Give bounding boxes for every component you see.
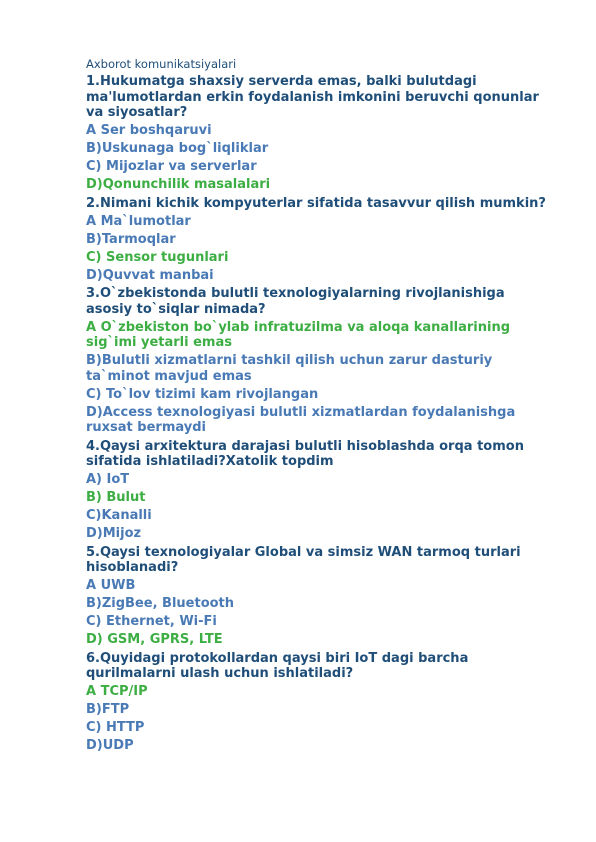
answer-option: B)Tarmoqlar xyxy=(86,231,176,247)
correct-answer-option: B) Bulut xyxy=(86,490,146,505)
correct-answer-option: D) GSM, GPRS, LTE xyxy=(86,632,223,647)
correct-answer-option: A TCP/IP xyxy=(86,684,148,699)
answer-option: D)Mijoz xyxy=(86,526,142,541)
question-text: 4.Qaysi arxitektura darajasi bulutli hisoblashda orqa tomon sifatida ishlatiladi?Xatolik topdim xyxy=(86,438,524,469)
answer-option: B)Bulutli xizmatlarni tashkil qilish uchun zarur dasturiy ta`minot mavjud emas xyxy=(86,353,493,384)
answer-option: D)Access texnologiyasi bulutli xizmatlardan foydalanishga ruxsat bermaydi xyxy=(86,404,516,435)
answer-option: A Ma`lumotlar xyxy=(86,213,191,229)
answer-option: C) To`lov tizimi kam rivojlangan xyxy=(86,386,319,402)
answer-option: A Ser boshqaruvi xyxy=(86,123,212,138)
answer-option: B)ZigBee, Bluetooth xyxy=(86,596,235,611)
answer-option: D)Quvvat manbai xyxy=(86,267,214,283)
question-text: 3.O`zbekistonda bulutli texnologiyalarning rivojlanishiga asosiy to`siqlar nimada? xyxy=(86,286,505,317)
question-block-3 xyxy=(86,286,546,436)
question-block-2 xyxy=(86,196,546,284)
question-text: 6.Quyidagi protokollardan qaysi biri IoT dagi barcha qurilmalarni ulash uchun ishlatiladi? xyxy=(86,650,469,681)
answer-option: C) Mijozlar va serverlar xyxy=(86,159,257,174)
correct-answer-option: A O`zbekiston bo`ylab infratuzilma va aloqa kanallarining sig`imi yetarli emas xyxy=(86,319,511,350)
question-text: 5.Qaysi texnologiyalar Global va simsiz WAN tarmoq turlari hisoblanadi? xyxy=(86,544,521,575)
correct-answer-option: C) Sensor tugunlari xyxy=(86,249,229,265)
question-block-4 xyxy=(86,439,546,542)
question-block-1 xyxy=(86,74,546,193)
question-text: 1.Hukumatga shaxsiy serverda emas, balki bulutdagi ma'lumotlardan erkin foydalanish imkonini beruvchi qonunlar va siyosatlar? xyxy=(86,74,539,120)
question-text: 2.Nimani kichik kompyuterlar sifatida tasavvur qilish mumkin? xyxy=(86,195,546,211)
answer-option: B)FTP xyxy=(86,702,130,717)
document-title: Axborot komunikatsiyalari xyxy=(86,57,237,71)
answer-option: A UWB xyxy=(86,578,136,593)
answer-option: D)UDP xyxy=(86,738,134,753)
question-block-5 xyxy=(86,545,546,648)
answer-option: A) IoT xyxy=(86,472,130,487)
answer-option: B)Uskunaga bog`liqliklar xyxy=(86,141,269,156)
answer-option: C) Ethernet, Wi-Fi xyxy=(86,614,217,629)
answer-option: C) HTTP xyxy=(86,720,145,735)
answer-option: C)Kanalli xyxy=(86,508,152,523)
question-block-6 xyxy=(86,651,546,754)
correct-answer-option: D)Qonunchilik masalalari xyxy=(86,177,271,192)
document-page xyxy=(86,57,546,754)
